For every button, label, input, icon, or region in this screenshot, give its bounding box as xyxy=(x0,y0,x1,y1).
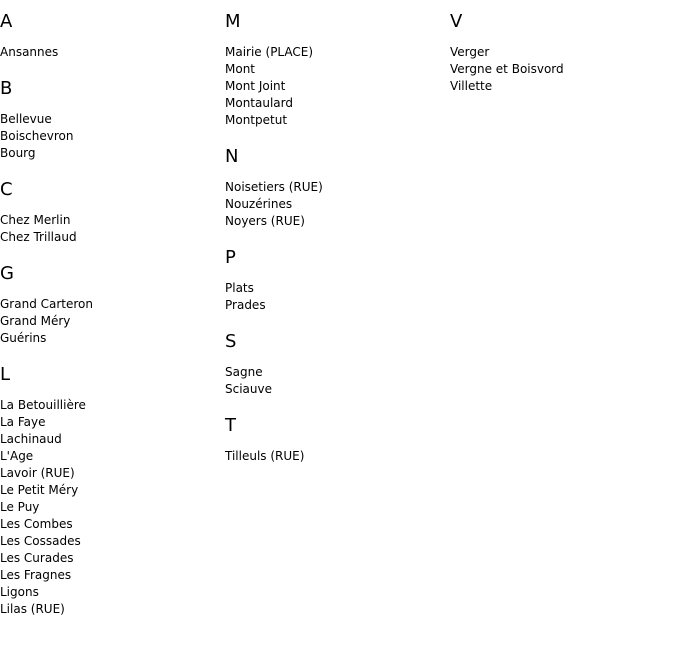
letter-group-c xyxy=(0,178,225,246)
entry-tilleuls-rue[interactable]: Tilleuls (RUE) xyxy=(225,449,305,463)
letter-heading: S xyxy=(225,331,237,352)
entry-list xyxy=(225,179,450,230)
entry-grand-carteron[interactable]: Grand Carteron xyxy=(0,297,93,311)
letter-heading: N xyxy=(225,146,239,167)
letter-group-m xyxy=(225,10,450,129)
entry-lavoir-rue[interactable]: Lavoir (RUE) xyxy=(0,466,75,480)
letter-heading: C xyxy=(0,179,13,200)
entry-mont[interactable]: Mont xyxy=(225,62,256,76)
entry-boischevron[interactable]: Boischevron xyxy=(0,129,74,143)
letter-heading: L xyxy=(0,364,11,385)
entry-list xyxy=(225,364,450,398)
entry-ligons[interactable]: Ligons xyxy=(0,585,39,599)
entry-list xyxy=(225,44,450,129)
letter-heading: T xyxy=(225,415,236,436)
entry-list xyxy=(0,44,225,61)
letter-group-v xyxy=(450,10,675,95)
letter-group-l xyxy=(0,363,225,618)
entry-mairie-place[interactable]: Mairie (PLACE) xyxy=(225,45,314,59)
entry-sciauve[interactable]: Sciauve xyxy=(225,382,272,396)
entry-chez-trillaud[interactable]: Chez Trillaud xyxy=(0,230,77,244)
letter-group-a xyxy=(0,10,225,61)
letter-group-s xyxy=(225,330,450,398)
entry-vergne-et-boisvord[interactable]: Vergne et Boisvord xyxy=(450,62,564,76)
entry-les-curades[interactable]: Les Curades xyxy=(0,551,74,565)
entry-ansannes[interactable]: Ansannes xyxy=(0,45,59,59)
entry-guerins[interactable]: Guérins xyxy=(0,331,47,345)
entry-list xyxy=(225,448,450,465)
entry-prades[interactable]: Prades xyxy=(225,298,266,312)
entry-le-puy[interactable]: Le Puy xyxy=(0,500,40,514)
index-column xyxy=(225,10,450,481)
entry-la-betouilliere[interactable]: La Betouillière xyxy=(0,398,86,412)
index-column xyxy=(450,10,675,111)
entry-bourg[interactable]: Bourg xyxy=(0,146,36,160)
letter-group-n xyxy=(225,145,450,230)
letter-group-p xyxy=(225,246,450,314)
entry-les-cossades[interactable]: Les Cossades xyxy=(0,534,81,548)
entry-sagne[interactable]: Sagne xyxy=(225,365,263,379)
letter-group-t xyxy=(225,414,450,465)
entry-list xyxy=(0,212,225,246)
entry-grand-mery[interactable]: Grand Méry xyxy=(0,314,71,328)
entry-verger[interactable]: Verger xyxy=(450,45,490,59)
letter-heading: G xyxy=(0,263,14,284)
entry-list xyxy=(0,397,225,618)
entry-lilas-rue[interactable]: Lilas (RUE) xyxy=(0,602,65,616)
entry-les-combes[interactable]: Les Combes xyxy=(0,517,73,531)
letter-heading: M xyxy=(225,11,241,32)
letter-group-b xyxy=(0,77,225,162)
letter-group-g xyxy=(0,262,225,347)
entry-villette[interactable]: Villette xyxy=(450,79,493,93)
entry-list xyxy=(225,280,450,314)
entry-bellevue[interactable]: Bellevue xyxy=(0,112,52,126)
entry-list xyxy=(0,296,225,347)
index-column xyxy=(0,10,225,634)
entry-le-petit-mery[interactable]: Le Petit Méry xyxy=(0,483,79,497)
letter-heading: P xyxy=(225,247,236,268)
entry-montaulard[interactable]: Montaulard xyxy=(225,96,293,110)
entry-plats[interactable]: Plats xyxy=(225,281,254,295)
letter-heading: A xyxy=(0,11,13,32)
entry-nouzerines[interactable]: Nouzérines xyxy=(225,197,293,211)
entry-mont-joint[interactable]: Mont Joint xyxy=(225,79,286,93)
letter-heading: B xyxy=(0,78,13,99)
entry-list xyxy=(0,111,225,162)
entry-lachinaud[interactable]: Lachinaud xyxy=(0,432,62,446)
entry-chez-merlin[interactable]: Chez Merlin xyxy=(0,213,71,227)
entry-la-faye[interactable]: La Faye xyxy=(0,415,46,429)
entry-list xyxy=(450,44,675,95)
letter-heading: V xyxy=(450,11,463,32)
entry-noisetiers-rue[interactable]: Noisetiers (RUE) xyxy=(225,180,323,194)
entry-les-fragnes[interactable]: Les Fragnes xyxy=(0,568,72,582)
entry-noyers-rue[interactable]: Noyers (RUE) xyxy=(225,214,305,228)
entry-l-age[interactable]: L'Age xyxy=(0,449,34,463)
entry-montpetut[interactable]: Montpetut xyxy=(225,113,288,127)
